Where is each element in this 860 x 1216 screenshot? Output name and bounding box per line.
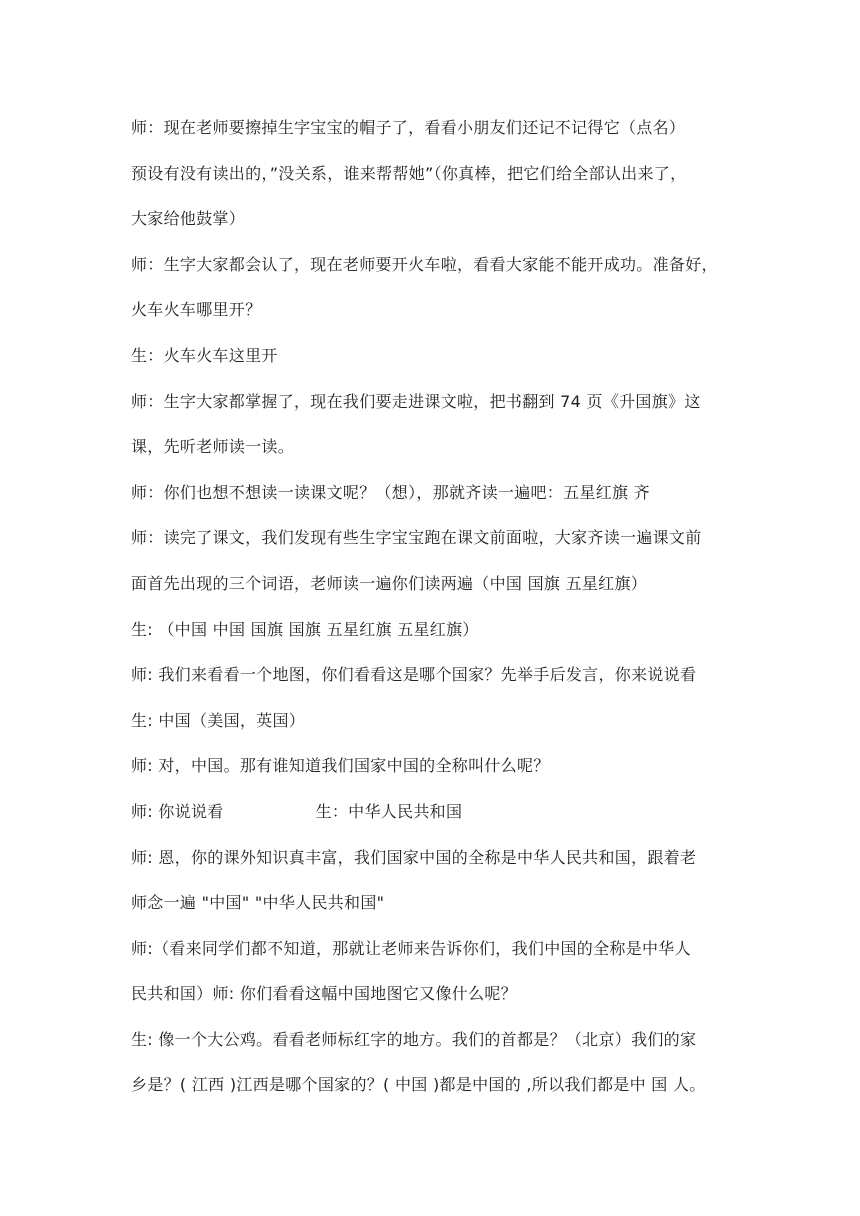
text-line: 师: 我们来看看一个地图，你们看看这是哪个国家？先举手后发言，你来说说看 <box>131 665 697 685</box>
text-line: 师：生字大家都会认了，现在老师要开火车啦，看看大家能不能开成功。准备好， <box>131 254 718 274</box>
split-text-line <box>131 800 741 846</box>
text-line: 预设有没有读出的，”没关系，谁来帮帮她”（你真棒，把它们给全部认出来了， <box>131 163 687 183</box>
text-line: 大家给他鼓掌） <box>131 209 246 229</box>
text-line: 师：你们也想不想读一读课文呢？（想），那就齐读一遍吧：五星红旗 齐 <box>131 482 650 502</box>
text-line: 师: 恩，你的课外知识真丰富，我们国家中国的全称是中华人民共和国，跟着老 <box>131 847 697 867</box>
text-line: 师: 对，中国。那有谁知道我们国家中国的全称叫什么呢？ <box>131 756 550 776</box>
teacher-prompt: 师: 你说说看 <box>131 801 224 821</box>
text-line: 民共和国）师: 你们看看这幅中国地图它又像什么呢？ <box>131 984 517 1004</box>
text-line: 生: 中国（美国，英国） <box>131 710 306 730</box>
text-line: 生: 像一个大公鸡。看看老师标红字的地方。我们的首都是？（北京）我们的家 <box>131 1029 697 1049</box>
text-line: 师：现在老师要擦掉生字宝宝的帽子了，看看小朋友们还记不记得它（点名） <box>131 118 686 137</box>
text-line: 生：火车火车这里开 <box>131 345 278 365</box>
lesson-transcript <box>131 116 741 1119</box>
text-line: 面首先出现的三个词语，老师读一遍你们读两遍（中国 国旗 五星红旗） <box>131 573 648 593</box>
student-answer: 生：中华人民共和国 <box>315 801 463 821</box>
text-line: 乡是？( 江西 )江西是哪个国家的？( 中国 )都是中国的 ,所以我们都是中 国 人。 <box>131 1075 706 1095</box>
text-line: 师念一遍 "中国" "中华人民共和国" <box>131 893 385 913</box>
text-line: 师：读完了课文，我们发现有些生字宝宝跑在课文前面啦，大家齐读一遍课文前 <box>131 528 702 548</box>
text-line: 师：生字大家都掌握了，现在我们要走进课文啦，把书翻到 74 页《升国旗》这 <box>131 391 701 411</box>
text-line: 师:（看来同学们都不知道，那就让老师来告诉你们，我们中国的全称是中华人 <box>131 938 691 958</box>
text-line: 火车火车哪里开？ <box>131 300 262 320</box>
text-line: 课，先听老师读一读。 <box>131 437 295 457</box>
text-line: 生: （中国 中国 国旗 国旗 五星红旗 五星红旗） <box>131 619 479 639</box>
spacer <box>224 800 316 846</box>
